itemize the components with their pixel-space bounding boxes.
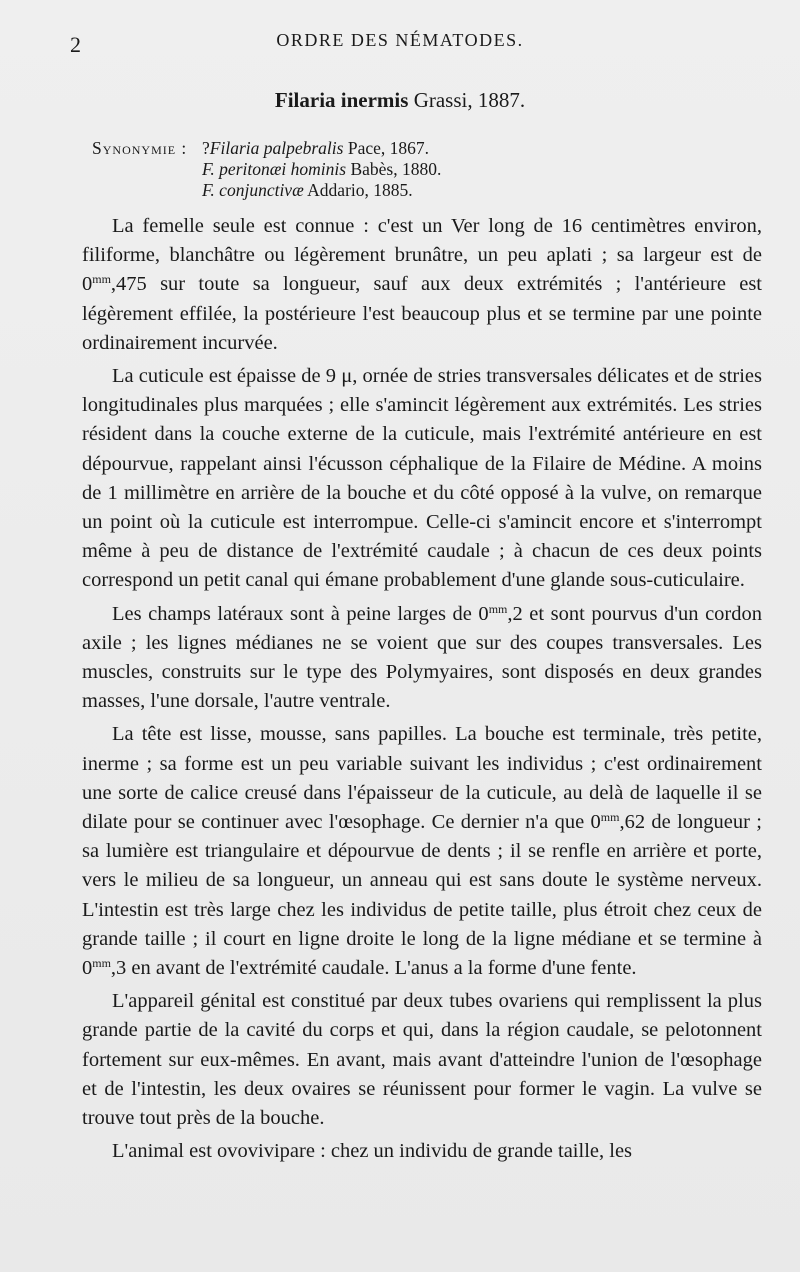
text-run: ,62 de longueur ; sa lumière est triangulaire et dépourvue de dents ; il se renfle en arrière et porte, vers le milieu de sa longueur, un anneau qui est sans doute le système nerveux. L'intestin est très large chez les individus de petite taille, plus étroit chez ceux de grande taille ; il court en ligne droite le long de la ligne médiane et se termine à 0 [82,811,762,980]
synonymy-entry [92,180,441,201]
synonym-author: Addario, 1885. [307,180,413,200]
synonym-author: Babès, 1880. [350,159,442,179]
species-author: Grassi, 1887. [413,88,526,112]
unit-superscript: mm [600,810,620,825]
unit-superscript: mm [92,956,111,971]
text-run: La cuticule est épaisse de 9 μ, ornée de stries transversales délicates et de stries longitudinales plus marquées ; elle s'amincit légèrement aux extrémités. Les stries résident dans la couche externe de la cuticule, mais l'extrémité antérieure en est dépourvue, rappelant ainsi l'écusson céphalique de la Filaire de Médine. A moins de 1 millimètre en arrière de la bouche et du côté opposé à la vulve, on remarque un point où la cuticule est interrompue. Celle-ci s'amincit encore et s'interrompt même à peu de distance de l'extrémité caudale ; à chacun de ces deux points correspond un petit canal qui émane probablement d'une glande sous-cuticulaire. [82,365,762,592]
unit-superscript: mm [92,272,111,287]
section-title [0,88,800,113]
text-run: Les champs latéraux sont à peine larges de 0 [112,602,489,625]
text-run: ,475 sur toute sa longueur, sauf aux deux extrémités ; l'antérieure est légèrement effilée, la postérieure l'est beaucoup plus et se termine par une pointe ordinairement incurvée. [82,273,762,354]
text-run: La femelle seule est connue : c'est un Ver long de 16 centimètres environ, filiforme, blanchâtre ou légèrement brunâtre, un peu aplati ; sa largeur est de 0 [82,215,762,296]
paragraph-cuticle [82,362,762,596]
synonymy-block [92,138,441,201]
paragraph-genital [82,987,762,1133]
text-run: ,3 en avant de l'extrémité caudale. L'anus a la forme d'une fente. [110,957,637,980]
paragraph-description [82,212,762,358]
species-name: Filaria inermis [274,88,409,112]
text-run: L'animal est ovovivipare : chez un individu de grande taille, les [112,1140,633,1163]
synonymy-label: Synonymie : [92,138,188,158]
running-head [0,26,800,56]
body-text [82,212,762,1171]
synonym-prefix: ? [202,138,210,158]
synonym-author: Pace, 1867. [347,138,430,158]
synonym-name: Filaria palpebralis [209,138,344,158]
page-number: 2 [70,32,81,57]
synonymy-entry [92,159,441,180]
paragraph-reproduction [82,1137,762,1166]
paragraph-head [82,720,762,983]
text-run: L'appareil génital est constitué par deux tubes ovariens qui remplissent la plus grande partie de la cavité du corps et qui, dans la région caudale, se pelotonnent fortement sur eux-mêmes. En avant, mais avant d'atteindre l'union de l'œsophage et de l'intestin, les deux ovaires se réunissent pour former le vagin. La vulve se trouve tout près de la bouche. [82,990,762,1130]
text-run: La tête est lisse, mousse, sans papilles. La bouche est terminale, très petite, inerme ; sa forme est un peu variable suivant les individus ; c'est ordinairement une sorte de calice creusé dans l'épaisseur de la cuticule, au delà de laquelle il se dilate pour se continuer avec l'œsophage. Ce dernier n'a que 0 [82,723,762,834]
running-title: ORDRE DES NÉMATODES. [276,30,524,50]
synonymy-entry [92,138,441,159]
paragraph-lateral-fields [82,600,762,717]
synonym-name: F. conjunctivæ [202,180,304,200]
text-run: ,2 et sont pourvus d'un cordon axile ; les lignes médianes ne se voient que sur des coupes transversales. Les muscles, construits sur le type des Polymyaires, sont disposés en deux grandes masses, l'une dorsale, l'autre ventrale. [82,602,762,713]
synonym-name: F. peritonæi hominis [202,159,347,179]
unit-superscript: mm [488,601,508,616]
